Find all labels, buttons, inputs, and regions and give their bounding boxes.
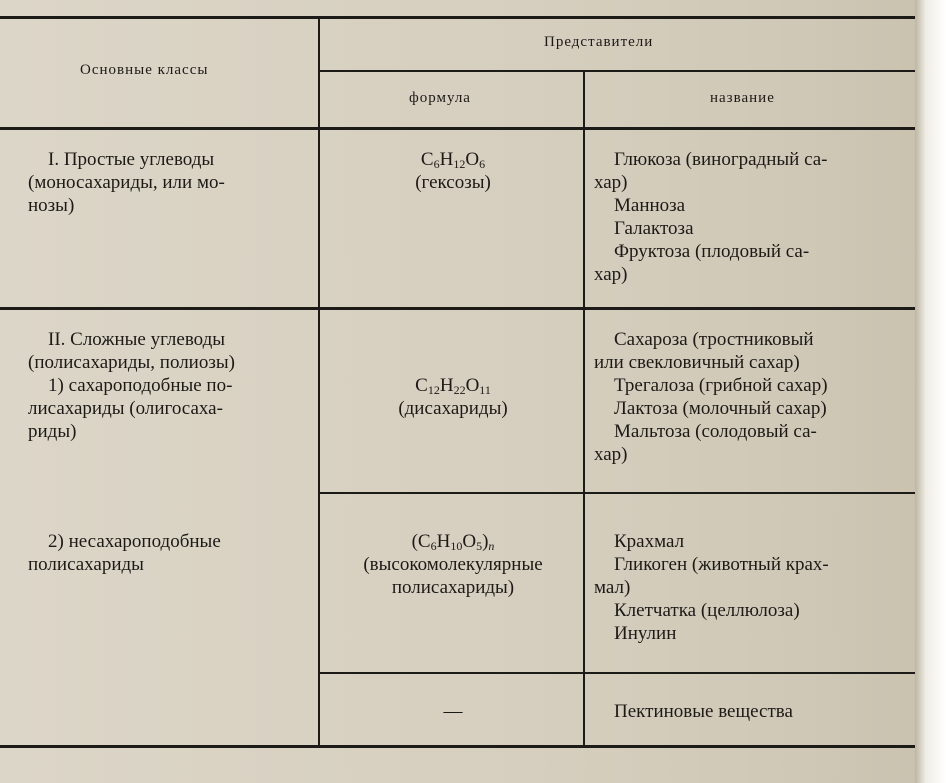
row1-name-2: хар) [594,172,628,193]
row2-names [594,328,924,466]
rule-top [0,16,915,19]
row2-name-5: Мальтоза (солодовый са- [614,421,817,442]
row3-names [594,530,924,645]
row1-class-line3: нозы) [28,195,75,216]
row3-formula-expression [322,530,584,553]
f3-s1: 6 [430,539,437,553]
row1-names [594,148,924,286]
f1-s1: 6 [433,157,440,171]
row1-formula-note: (гексозы) [415,172,491,193]
rule-row1-bottom [0,307,915,310]
row4-names [594,700,924,723]
row3-class-line2: полисахариды [28,554,144,575]
row4-formula-dash: — [443,701,463,722]
rule-row3-bottom [320,672,915,674]
row1-formula-expression [322,148,584,171]
row1-name-6: хар) [594,264,628,285]
f3-n: n [488,539,495,553]
f2-o: O [465,375,480,396]
header-representatives: Представители [544,34,654,50]
header-formula: формула [409,90,471,106]
row4-formula [322,700,584,723]
row3-class-line1: 2) несахароподобные [48,531,221,552]
row1-class [28,148,306,217]
rule-col1-right [318,17,320,747]
row2-class-line5: риды) [28,421,77,442]
f1-h: H [439,149,454,170]
f2-s1: 12 [427,383,440,397]
row3-class [28,530,306,576]
rule-table-bottom [0,745,915,748]
row3-name-5: Инулин [614,623,677,644]
rule-header-bottom [0,127,915,130]
row1-name-3: Манноза [614,195,686,216]
row2-class [28,328,306,443]
row3-name-2: Гликоген (животный крах- [614,554,829,575]
row2-name-2: или свекловичный сахар) [594,352,800,373]
f3-s2: 10 [450,539,463,553]
row1-formula [322,148,584,194]
f3-close: ) [482,531,489,552]
row2-formula-note: (дисахариды) [398,398,508,419]
f2-c: C [415,375,428,396]
row1-class-line1: I. Простые углеводы [48,149,215,170]
f1-s3: 6 [479,157,486,171]
row3-formula [322,530,584,599]
header-classes: Основные классы [80,62,209,78]
row1-class-line2: (моносахариды, или мо- [28,172,225,193]
f3-open: (C [411,531,431,552]
row2-class-line3: 1) сахароподобные по- [48,375,233,396]
f1-o: O [465,149,480,170]
f2-h: H [439,375,454,396]
row3-name-3: мал) [594,577,631,598]
f2-s3: 11 [479,383,491,397]
f2-s2: 22 [453,383,466,397]
row2-name-3: Трегалоза (грибной сахар) [614,375,828,396]
f1-s2: 12 [453,157,466,171]
row3-formula-note-2: полисахариды) [391,577,515,598]
row2-class-line1: II. Сложные углеводы [48,329,226,350]
row2-formula [322,374,584,420]
rule-group-under [320,70,915,72]
f1-c: C [420,149,434,170]
f3-s3: 5 [476,539,483,553]
row3-formula-note-1: (высокомолекулярные [363,554,543,575]
header-name: название [710,90,775,106]
row2-name-1: Сахароза (тростниковый [614,329,814,350]
rule-row2-bottom [320,492,915,494]
f3-h: H [436,531,451,552]
row2-formula-expression [322,374,584,397]
row2-class-line4: лисахариды (олигосаха- [28,398,223,419]
f3-o: O [462,531,477,552]
row4-name-1: Пектиновые вещества [614,701,793,722]
row2-name-4: Лактоза (молочный сахар) [614,398,827,419]
row2-name-6: хар) [594,444,628,465]
row1-name-4: Галактоза [614,218,694,239]
row1-name-1: Глюкоза (виноградный са- [614,149,828,170]
row2-class-line2: (полисахариды, полиозы) [28,352,235,373]
row1-name-5: Фруктоза (плодовый са- [614,241,810,262]
row3-name-1: Крахмал [614,531,685,552]
row3-name-4: Клетчатка (целлюлоза) [614,600,800,621]
